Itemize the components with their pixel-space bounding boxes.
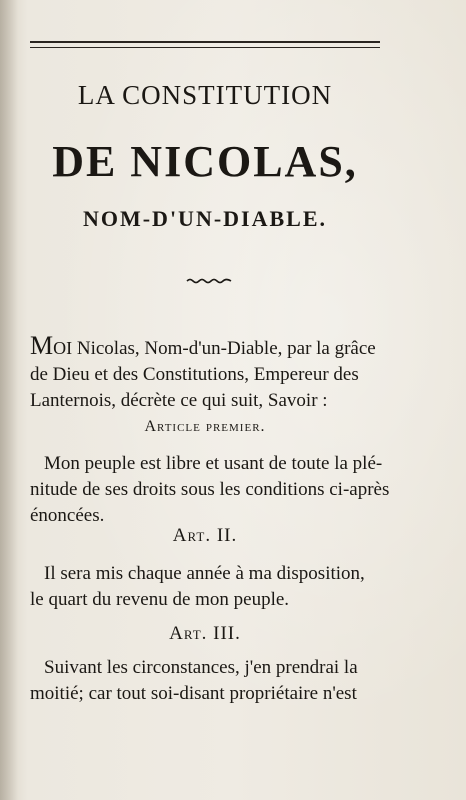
- article-2-heading: Art. II.: [172, 525, 238, 546]
- article-1-line-3: énoncées.: [30, 505, 105, 526]
- article-1-line-2: nitude de ses droits sous les conditions ci-après: [30, 479, 390, 500]
- top-double-rule-thin: [30, 47, 380, 48]
- title-line-3: NOM-D'UN-DIABLE.: [82, 206, 328, 231]
- intro-line-3: Lanternois, décrète ce qui suit, Savoir :: [30, 390, 328, 411]
- article-2-line-2: le quart du revenu de mon peuple.: [30, 589, 290, 610]
- article-1-paragraph: [30, 451, 402, 529]
- title-line-2: DE NICOLAS,: [52, 137, 358, 186]
- article-1-heading: Article premier.: [144, 418, 266, 435]
- intro-line-1: [30, 333, 402, 362]
- article-3-paragraph: [30, 655, 402, 707]
- article-3-line-2: moitié; car tout soi-disant propriétaire n'est: [30, 683, 357, 704]
- intro-dropcap: Moi: [30, 331, 73, 360]
- title-line-1: LA CONSTITUTION: [77, 80, 333, 110]
- article-1-line-1: Mon peuple est libre et usant de toute la plé-: [44, 453, 383, 474]
- intro-line-2: de Dieu et des Constitutions, Empereur des: [30, 364, 359, 385]
- article-2-line-1: Il sera mis chaque année à ma disposition,: [44, 563, 365, 584]
- top-double-rule: [30, 41, 380, 43]
- article-2-paragraph: [30, 561, 402, 613]
- intro-paragraph: [30, 333, 402, 414]
- wavy-ornament-icon: [186, 277, 232, 285]
- intro-line-1-text: Nicolas, Nom-d'un-Diable, par la grâce: [72, 338, 376, 359]
- page-gutter-shadow: [0, 0, 18, 800]
- article-3-line-1: Suivant les circonstances, j'en prendrai la: [44, 657, 358, 678]
- article-3-heading: Art. III.: [169, 623, 241, 644]
